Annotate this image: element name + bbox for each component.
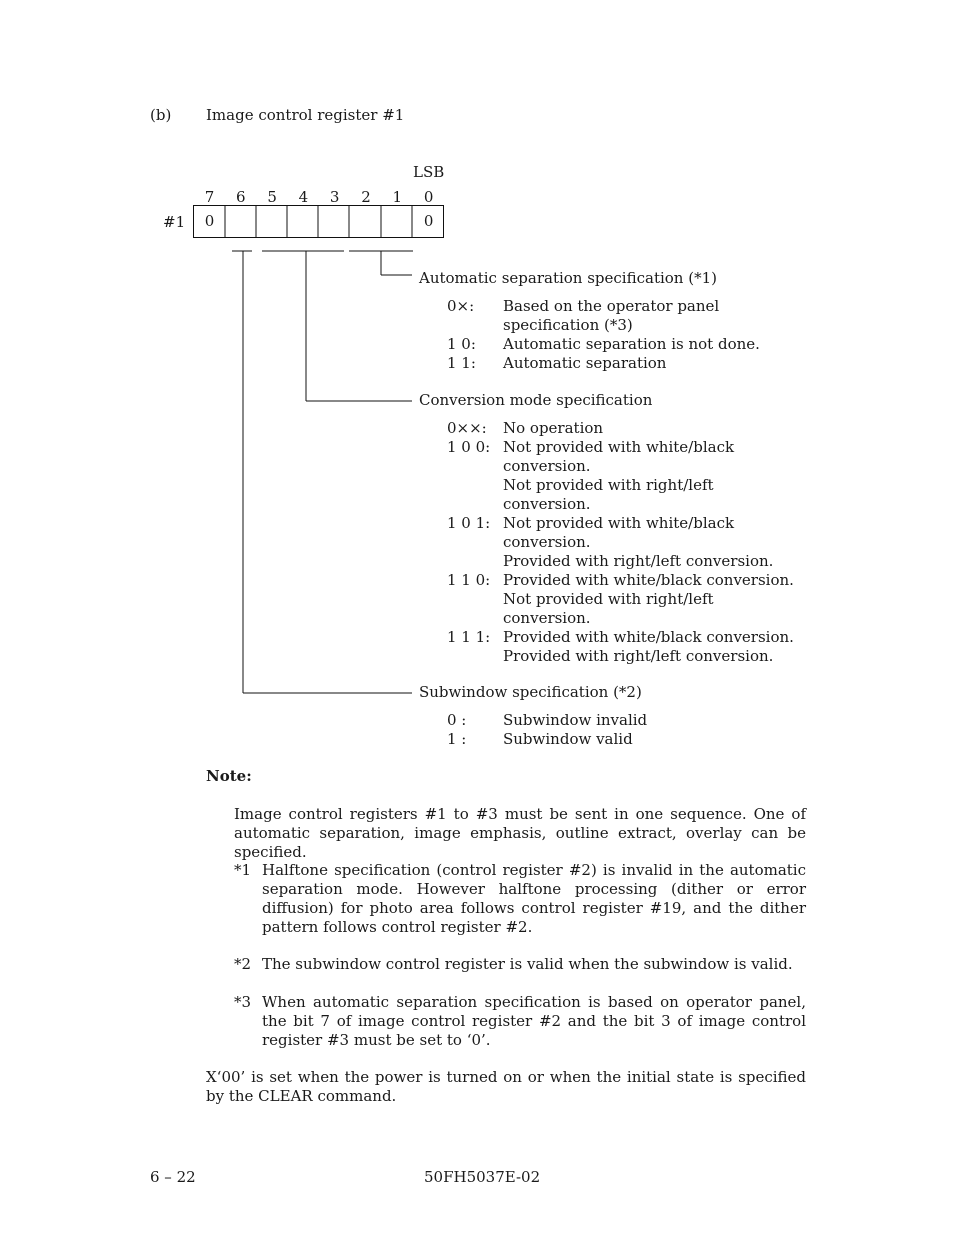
note-heading: Note: [206, 767, 252, 785]
register-name: #1 [163, 213, 186, 231]
entry-code: 1 1: [447, 354, 476, 372]
entry-text: Provided with white/black conversion. [503, 628, 794, 646]
entry-text: conversion. [503, 609, 591, 627]
entry-text: Based on the operator panel [503, 297, 720, 315]
entry-text: conversion. [503, 533, 591, 551]
closing-text: X‘00’ is set when the power is turned on or when the initial state is specified by the CLEAR command. [206, 1068, 806, 1105]
entry-text: Subwindow valid [503, 730, 633, 748]
entry-text: conversion. [503, 457, 591, 475]
entry-text: Provided with right/left conversion. [503, 552, 774, 570]
entry-text: Automatic separation is not done. [503, 335, 760, 353]
footnote-text-3: When automatic separation specification is based on operator panel, the bit 7 of image control register #2 and the bit 3 of image control register #3 must be set to ‘0’. [262, 993, 806, 1049]
doc-id: 50FH5037E-02 [424, 1168, 541, 1186]
entry-text: Provided with white/black conversion. [503, 571, 794, 589]
entry-text: Not provided with white/black [503, 514, 735, 532]
bit-number: 3 [329, 188, 340, 206]
bit-number: 5 [267, 188, 277, 206]
bit-number: 0 [423, 188, 434, 206]
entry-text: Automatic separation [503, 354, 667, 372]
entry-code: 1 1 0: [447, 571, 491, 589]
entry-code: 1 : [447, 730, 467, 748]
bit-number: 1 [392, 188, 403, 206]
bit-cell: 0 [204, 212, 215, 230]
entry-text: Provided with right/left conversion. [503, 647, 774, 665]
section-title: Image control register #1 [206, 106, 405, 124]
footnote-mark-1: *1 [234, 861, 252, 879]
conversion-title: Conversion mode specification [419, 391, 653, 409]
footnote-mark-3: *3 [234, 993, 252, 1011]
footnote-text-1: Halftone specification (control register #2) is invalid in the automatic separation mode. However halftone processing (dither or error diffusion) for photo area follows control register #19, and the dither pattern follows control register #2. [262, 861, 806, 936]
lsb-label: LSB [413, 163, 445, 181]
entry-text: conversion. [503, 495, 591, 513]
section-label: (b) [150, 106, 172, 124]
note-intro: Image control registers #1 to #3 must be sent in one sequence. One of automatic separation, image emphasis, outline extract, overlay can be specified. [234, 805, 806, 861]
bit-number: 7 [204, 188, 215, 206]
entry-text: Subwindow invalid [503, 711, 648, 729]
footnote-text-2: The subwindow control register is valid when the subwindow is valid. [262, 955, 793, 973]
entry-text: specification (*3) [503, 316, 633, 334]
entry-code: 0 : [447, 711, 467, 729]
bit-number: 6 [236, 188, 246, 206]
entry-code: 1 0 0: [447, 438, 491, 456]
entry-code: 0×: [447, 297, 475, 315]
entry-code: 1 0 1: [447, 514, 491, 532]
entry-code: 1 1 1: [447, 628, 491, 646]
entry-text: No operation [503, 419, 604, 437]
bit-number: 4 [298, 188, 309, 206]
page-number: 6 – 22 [150, 1168, 196, 1186]
entry-code: 1 0: [447, 335, 476, 353]
bit-number: 2 [361, 188, 371, 206]
footnote-mark-2: *2 [234, 955, 252, 973]
subwindow-title: Subwindow specification (*2) [419, 683, 642, 701]
entry-text: Not provided with white/black [503, 438, 735, 456]
entry-code: 0××: [447, 419, 487, 437]
auto-sep-title: Automatic separation specification (*1) [419, 269, 717, 287]
bit-cell: 0 [423, 212, 434, 230]
entry-text: Not provided with right/left [503, 590, 714, 608]
entry-text: Not provided with right/left [503, 476, 714, 494]
